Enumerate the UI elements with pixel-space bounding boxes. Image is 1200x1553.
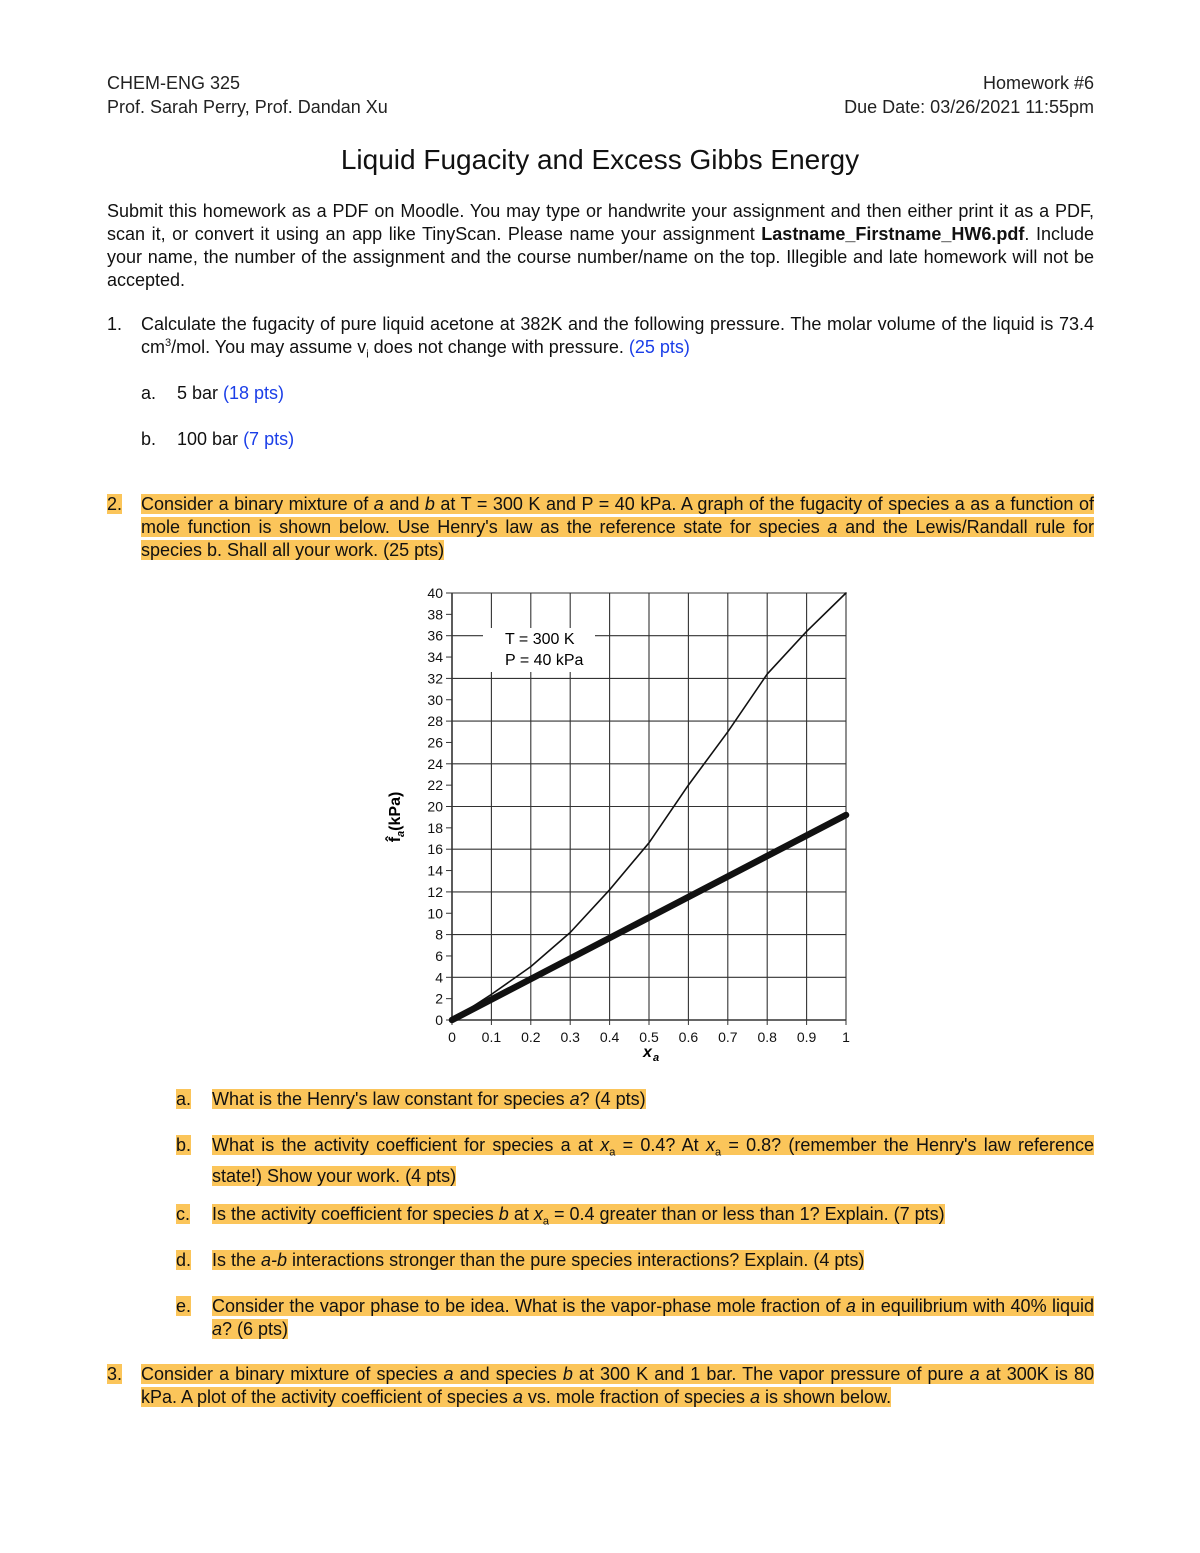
q3-var5: a — [749, 1387, 760, 1407]
q3-t4: at 300K is 80 kPa. A plot of the activity coefficient of species — [141, 1364, 1094, 1407]
q2b-x1: x — [600, 1135, 610, 1155]
q2b-sub1: a — [609, 1146, 616, 1159]
x-tick-label: 0.3 — [560, 1029, 580, 1045]
x-axis-label-main: x — [643, 1044, 652, 1061]
x-tick-label: 0.7 — [718, 1029, 738, 1045]
intro-text-2: . Include your name, the number of the assignment and the course number/name on the top. Illegible and late homework will not be accepted. — [107, 224, 1094, 290]
q2-t2: and — [383, 494, 425, 514]
q2b-label — [176, 1134, 191, 1157]
q1-sub: i — [366, 348, 369, 361]
q1a-label: a. — [141, 383, 157, 403]
q2-var-a: a — [373, 494, 384, 514]
q3-t5: vs. mole fraction of species — [522, 1387, 750, 1407]
q1b-label: b. — [141, 429, 157, 449]
y-tick-label: 26 — [427, 734, 443, 751]
q2e-label-text: e. — [176, 1296, 192, 1316]
y-tick-label: 16 — [427, 841, 443, 858]
x-tick-label: 0 — [448, 1029, 456, 1045]
intro-filename: Lastname_Firstname_HW6.pdf — [761, 224, 1025, 244]
q2d-ab: a-b — [261, 1250, 288, 1270]
q2d-label — [176, 1249, 191, 1272]
y-axis-label — [384, 792, 407, 843]
q2c-t3: = 0.4 greater than or less than 1? Explain. (7 pts) — [548, 1204, 945, 1224]
x-tick-label: 0.2 — [521, 1029, 541, 1045]
q1-number: 1. — [107, 314, 123, 334]
q2b-t2: = 0.4? At — [615, 1135, 706, 1155]
q1b-body: 100 bar — [177, 429, 244, 449]
chart-annotation — [483, 628, 595, 672]
q2-var-a-2: a — [827, 517, 838, 537]
x-tick-label: 0.6 — [678, 1029, 699, 1045]
y-tick-label: 6 — [435, 947, 443, 964]
q1b-text — [177, 428, 294, 451]
q3-var2: b — [562, 1364, 573, 1384]
q1a-text — [177, 382, 284, 405]
q3-t1: Consider a binary mixture of species — [141, 1364, 444, 1384]
q2c-label-text: c. — [176, 1204, 191, 1224]
q2c-x: x — [533, 1204, 543, 1224]
q2e-t1: Consider the vapor phase to be idea. What is the vapor-phase mole fraction of — [212, 1296, 846, 1316]
y-tick-label: 4 — [435, 969, 443, 986]
y-tick-label: 8 — [435, 926, 443, 943]
y-tick-label: 40 — [427, 585, 443, 601]
q1-text-a: Calculate the fugacity of pure liquid acetone at 382K and the following pressure. The molar volume of the liquid is 73.4 cm — [141, 314, 1094, 357]
q2d-label-text: d. — [176, 1250, 192, 1270]
annotation-temperature: T = 300 K — [505, 631, 575, 648]
professors: Prof. Sarah Perry, Prof. Dandan Xu — [107, 97, 388, 117]
y-tick-label: 2 — [435, 990, 443, 1007]
q2e-label — [176, 1295, 191, 1318]
q2-t1: Consider a binary mixture of — [141, 494, 374, 514]
y-tick-label: 14 — [427, 862, 443, 879]
q2b-t3: = 0.8? (remember the Henry's law reference state!) Show your work. (4 pts) — [212, 1135, 1095, 1186]
x-tick-label: 1 — [842, 1029, 850, 1045]
x-tick-label: 0.9 — [796, 1029, 817, 1045]
y-tick-label: 10 — [427, 905, 443, 922]
q1-text-c: does not change with pressure. — [368, 337, 629, 357]
q2c-text — [212, 1203, 1094, 1234]
q1a-body: 5 bar — [177, 383, 224, 403]
y-axis-label-text: $f̂_a(kPa)$ — [387, 791, 407, 843]
header-right — [844, 71, 1094, 119]
page-title: Liquid Fugacity and Excess Gibbs Energy — [340, 144, 860, 175]
y-tick-label: 34 — [427, 649, 443, 666]
q2c-var: b — [498, 1204, 509, 1224]
homework-number: Homework #6 — [982, 73, 1094, 93]
fugacity-chart — [360, 583, 860, 1073]
q1-text — [141, 313, 1094, 367]
x-tick-label: 0.8 — [757, 1029, 777, 1045]
q2a-label-text: a. — [176, 1089, 192, 1109]
y-tick-label: 20 — [427, 798, 443, 815]
q3-t2: and species — [453, 1364, 563, 1384]
q1-points: (25 pts) — [628, 337, 690, 357]
q2c-t1: Is the activity coefficient for species — [212, 1204, 499, 1224]
y-tick-label: 12 — [427, 883, 443, 900]
annotation-pressure: P = 40 kPa — [505, 652, 584, 669]
q1-sup: 3 — [165, 337, 172, 349]
q2a-label — [176, 1088, 191, 1111]
q2d-t2: interactions stronger than the pure species interactions? Explain. (4 pts) — [287, 1250, 865, 1270]
q2b-text — [212, 1134, 1094, 1188]
q2e-var2: a — [212, 1319, 223, 1339]
q1-text-b: /mol. You may assume v — [171, 337, 367, 357]
q3-var1: a — [443, 1364, 454, 1384]
q3-num-text: 3. — [107, 1364, 123, 1384]
q2b-sub2: a — [714, 1146, 722, 1159]
q3-var4: a — [512, 1387, 523, 1407]
q2e-t2: in equilibrium with 40% liquid — [855, 1296, 1094, 1316]
y-tick-label: 32 — [427, 670, 443, 687]
y-tick-label: 30 — [427, 691, 443, 708]
q2a-t2: ? (4 pts) — [579, 1089, 646, 1109]
q2e-t3: ? (6 pts) — [222, 1319, 289, 1339]
intro-paragraph — [107, 200, 1094, 292]
y-tick-label: 0 — [435, 1012, 443, 1028]
y-tick-label: 22 — [427, 777, 443, 794]
course-code: CHEM-ENG 325 — [107, 73, 241, 93]
q1b-points: (7 pts) — [243, 429, 295, 449]
q2c-sub: a — [542, 1215, 549, 1228]
q3-t3: at 300 K and 1 bar. The vapor pressure of pure — [572, 1364, 970, 1384]
q2c-label — [176, 1203, 190, 1226]
q2-text — [141, 493, 1094, 562]
q3-text — [141, 1363, 1094, 1409]
y-tick-label: 24 — [427, 755, 443, 772]
q3-number — [107, 1363, 122, 1386]
q2d-t1: Is the — [212, 1250, 262, 1270]
q2b-t1: What is the activity coefficient for species a at — [212, 1135, 601, 1155]
x-tick-label: 0.5 — [639, 1029, 659, 1045]
x-axis-label — [642, 1044, 659, 1064]
y-tick-label: 28 — [427, 713, 443, 730]
q2e-var1: a — [845, 1296, 856, 1316]
q2e-text — [212, 1295, 1094, 1341]
q2b-label-text: b. — [176, 1135, 192, 1155]
q1a-points: (18 pts) — [223, 383, 285, 403]
q2-number — [107, 493, 122, 516]
y-tick-label: 36 — [427, 627, 443, 644]
q2-t4: and the Lewis/Randall rule for species b. Shall all your work. (25 pts) — [141, 517, 1095, 560]
y-tick-label: 38 — [427, 606, 443, 623]
q2d-text — [212, 1249, 1094, 1272]
header-left — [107, 71, 388, 119]
q2a-t1: What is the Henry's law constant for species — [212, 1089, 570, 1109]
q2b-x2: x — [705, 1135, 715, 1155]
q3-var3: a — [969, 1364, 980, 1384]
intro-text-1: Submit this homework as a PDF on Moodle. You may type or handwrite your assignment and then either print it as a PDF, scan it, or convert it using an app like TinyScan. Please name your assignment — [107, 201, 1094, 244]
x-tick-label: 0.1 — [481, 1029, 502, 1045]
x-tick-label: 0.4 — [599, 1029, 620, 1045]
y-tick-label: 18 — [427, 819, 443, 836]
q2-var-b: b — [424, 494, 435, 514]
q2-num-text: 2. — [107, 494, 123, 514]
q2a-text — [212, 1088, 1094, 1111]
q3-t6: is shown below. — [760, 1387, 892, 1407]
q2-t3: at T = 300 K and P = 40 kPa. A graph of the fugacity of species a as a function of mole function is shown below. Use Henry's law as the reference state for species — [141, 494, 1094, 537]
q2c-t2: at — [508, 1204, 534, 1224]
due-date: Due Date: 03/26/2021 11:55pm — [844, 97, 1094, 117]
x-axis-label-sub: a — [653, 1052, 660, 1064]
q2a-var: a — [569, 1089, 580, 1109]
